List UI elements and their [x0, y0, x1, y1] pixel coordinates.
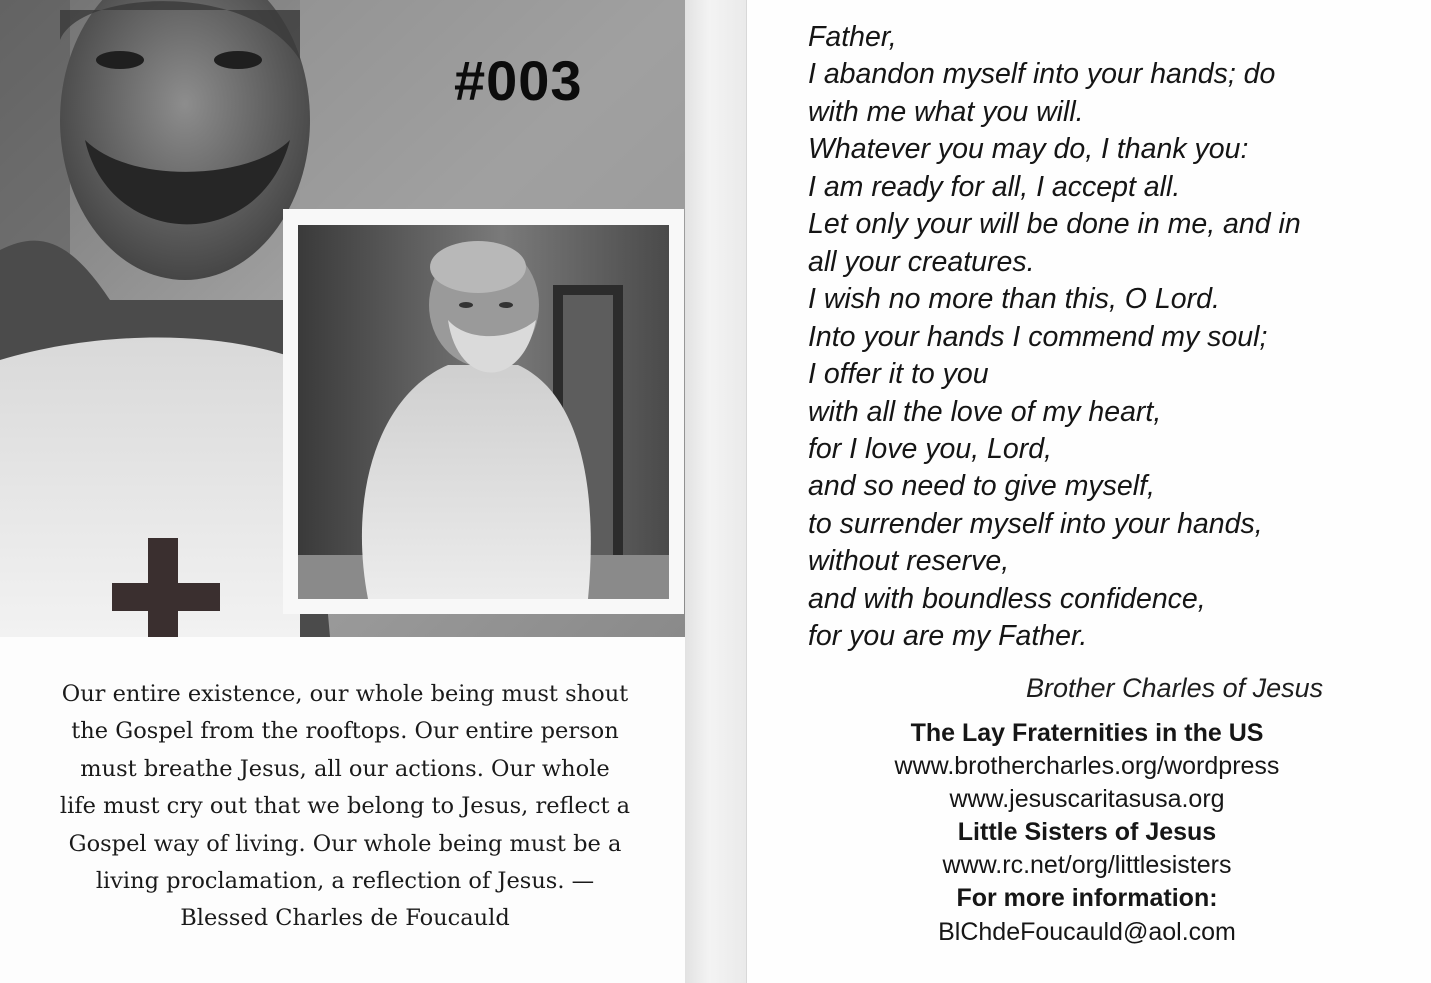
prayer-line: Father,	[808, 21, 897, 53]
prayer-line: with all the love of my heart,	[808, 395, 1162, 428]
contact-info	[846, 717, 1328, 949]
prayer-line: all your creatures.	[808, 245, 1035, 278]
prayer-line: to surrender myself into your hands,	[808, 507, 1263, 540]
quote-line: living proclamation, a reflection of Jesus. —	[95, 868, 595, 895]
prayer-line: and with boundless confidence,	[808, 582, 1206, 615]
inset-portrait-photo	[298, 225, 669, 599]
prayer-line: Into your hands I commend my soul;	[808, 320, 1268, 353]
prayer-line: I abandon myself into your hands; do	[808, 58, 1276, 91]
brothercharles-link: www.brothercharles.org/wordpress	[894, 752, 1280, 781]
littlesisters-link: www.rc.net/org/littlesisters	[942, 851, 1232, 880]
foucauld-quote	[40, 676, 650, 938]
prayer-signature: Brother Charles of Jesus	[1026, 673, 1324, 703]
jesuscaritas-link: www.jesuscaritasusa.org	[949, 785, 1225, 814]
prayer-line: for I love you, Lord,	[808, 432, 1052, 465]
quote-attribution: Blessed Charles de Foucauld	[180, 905, 510, 932]
prayer-line: I am ready for all, I accept all.	[808, 170, 1181, 203]
prayer-line: I wish no more than this, O Lord.	[808, 283, 1220, 316]
prayer-of-abandonment	[808, 19, 1301, 656]
standing-figure-illustration	[298, 225, 669, 599]
prayer-line: and so need to give myself,	[808, 470, 1155, 503]
lay-fraternities-heading: The Lay Fraternities in the US	[910, 719, 1264, 747]
quote-line: the Gospel from the rooftops. Our entire person	[71, 718, 619, 745]
more-info-heading: For more information:	[956, 884, 1218, 913]
prayer-line: for you are my Father.	[808, 620, 1088, 653]
quote-line: life must cry out that we belong to Jesus, reflect a	[59, 793, 631, 820]
little-sisters-heading: Little Sisters of Jesus	[957, 818, 1217, 847]
card-gutter	[685, 0, 746, 983]
quote-line: must breathe Jesus, all our actions. Our whole	[80, 755, 610, 782]
card-number: #003	[454, 49, 583, 112]
prayer-line: Whatever you may do, I thank you:	[808, 133, 1249, 166]
contact-email: BlChdeFoucauld@aol.com	[938, 917, 1236, 946]
quote-line: Gospel way of living. Our whole being must be a	[68, 830, 622, 857]
prayer-line: Let only your will be done in me, and in	[808, 208, 1301, 241]
prayer-line: I offer it to you	[808, 358, 989, 391]
prayer-line: with me what you will.	[808, 95, 1084, 128]
prayer-line: without reserve,	[808, 545, 1010, 578]
holy-card-front	[0, 0, 685, 983]
quote-line: Our entire existence, our whole being must shout	[61, 681, 629, 707]
